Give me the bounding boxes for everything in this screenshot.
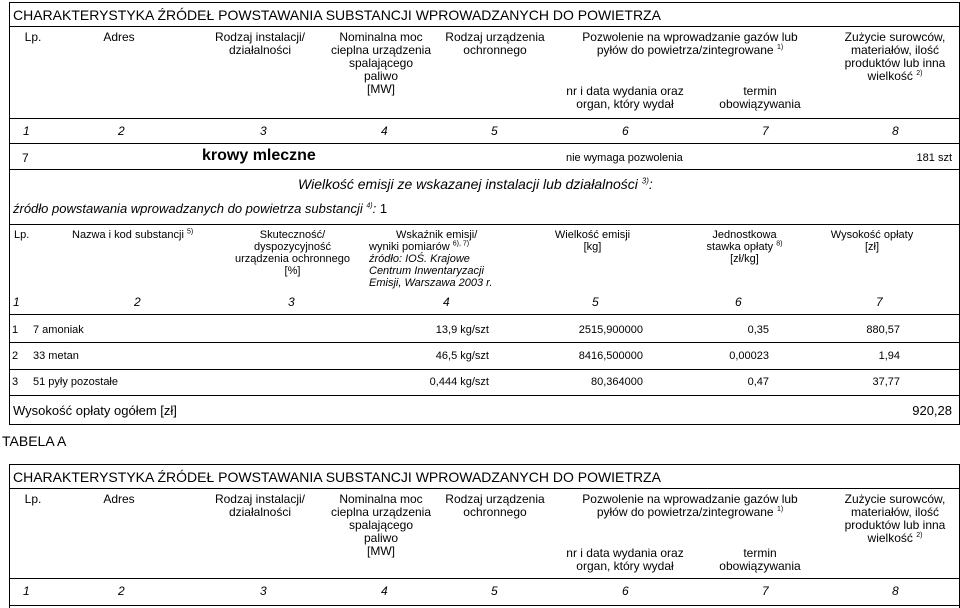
- row-rate: 0,00023: [729, 350, 769, 362]
- col-rodzaj-urzadzenia-header: Rodzaj urządzenia ochronnego: [445, 30, 545, 57]
- col-rodzaj-instalacji-header: Rodzaj instalacji/ działalności: [214, 492, 306, 519]
- row-emission: 8416,500000: [578, 350, 643, 362]
- em-col-number: 5: [592, 295, 599, 309]
- record-permit: nie wymaga pozwolenia: [566, 152, 683, 164]
- row-substance: 33 metan: [33, 350, 79, 362]
- col-number: 8: [892, 124, 899, 138]
- table1-numbers-rule: [9, 143, 960, 144]
- em-col-number: 3: [288, 295, 295, 309]
- row-emission: 80,364000: [591, 376, 643, 388]
- col-moc-header: Nominalna moc cieplna urządzenia spalającego paliwo [MW]: [330, 30, 432, 96]
- em-col-wielkosc-header: Wielkość emisji [kg]: [554, 229, 631, 253]
- row-factor: 0,444 kg/szt: [429, 376, 489, 388]
- record-name: krowy mleczne: [202, 147, 316, 164]
- col-zuzycie-header: Zużycie surowców, materiałów, ilość produktów lub inna wielkość $^{2)}$: [844, 30, 946, 83]
- col-rodzaj-instalacji-header: Rodzaj instalacji/ działalności: [214, 30, 306, 57]
- total-label: Wysokość opłaty ogółem [zł]: [13, 403, 177, 418]
- table2-title: CHARAKTERYSTYKA ŹRÓDEŁ POWSTAWANIA SUBSTANCJI WPROWADZANYCH DO POWIETRZA: [13, 469, 661, 485]
- col-number: 7: [762, 584, 769, 598]
- row-lp: 2: [12, 350, 19, 362]
- col-zuzycie-header: Zużycie surowców, materiałów, ilość produktów lub inna wielkość $^{2)}$: [844, 492, 946, 545]
- col-number: 1: [23, 584, 30, 598]
- col-adres-header: Adres: [103, 30, 135, 44]
- em-numbers-rule: [9, 314, 960, 315]
- col-termin-header: termin obowiązywania: [719, 84, 801, 111]
- col-number: 6: [622, 124, 629, 138]
- col-number: 6: [622, 584, 629, 598]
- total-value: 920,28: [912, 403, 952, 418]
- table1-header-rule: [9, 118, 960, 119]
- em-col-number: 4: [443, 295, 450, 309]
- source-label: źródło powstawania wprowadzanych do powietrza substancji $^{4)}$: 1: [13, 201, 388, 216]
- col-number: 1: [23, 124, 30, 138]
- col-nr-data-header: nr i data wydania oraz organ, który wydał: [566, 546, 684, 573]
- row-fee: 880,57: [866, 324, 900, 336]
- row-rate: 0,47: [747, 376, 769, 388]
- row-fee: 1,94: [878, 350, 900, 362]
- col-number: 7: [762, 124, 769, 138]
- col-number: 3: [260, 584, 267, 598]
- record-quantity: 181 szt: [916, 152, 952, 164]
- col-pozwolenie-header: Pozwolenie na wprowadzanie gazów lub pyłów do powietrza/zintegrowane $^{1)}$: [582, 492, 798, 519]
- col-adres-header: Adres: [103, 492, 135, 506]
- em-col-number: 6: [735, 295, 742, 309]
- row-rule: [9, 395, 960, 396]
- row-substance: 51 pyły pozostałe: [33, 376, 118, 388]
- col-number: 4: [381, 584, 388, 598]
- row-lp: 3: [12, 376, 19, 388]
- em-col-nazwa-header: Nazwa i kod substancji $^{5)}$: [72, 228, 194, 241]
- col-moc-header: Nominalna moc cieplna urządzenia spalającego paliwo [MW]: [330, 492, 432, 558]
- row-emission: 2515,900000: [578, 324, 643, 336]
- col-number: 2: [118, 584, 125, 598]
- col-nr-data-header: nr i data wydania oraz organ, który wydał: [566, 84, 684, 111]
- row-factor: 13,9 kg/szt: [435, 324, 489, 336]
- em-col-number: 7: [876, 295, 883, 309]
- row-fee: 37,77: [872, 376, 900, 388]
- col-lp-header: Lp.: [24, 492, 42, 506]
- emission-heading: Wielkość emisji ze wskazanej instalacji lub działalności $^{3)}$:: [298, 176, 653, 192]
- row-rule: [9, 369, 960, 370]
- col-pozwolenie-header: Pozwolenie na wprowadzanie gazów lub pyłów do powietrza/zintegrowane $^{1)}$: [582, 30, 798, 57]
- col-number: 4: [381, 124, 388, 138]
- row-rate: 0,35: [747, 324, 769, 336]
- record-number: 7: [22, 151, 29, 165]
- table1-title: CHARAKTERYSTYKA ŹRÓDEŁ POWSTAWANIA SUBSTANCJI WPROWADZANYCH DO POWIETRZA: [13, 7, 661, 23]
- col-number: 2: [118, 124, 125, 138]
- em-col-wskaznik-header: Wskaźnik emisji/ wyniki pomiarów $^{6), 7)}$ źródło: IOŚ. Krajowe Centrum Inwentaryzacji Emisji, Warszawa 2003 r.: [369, 229, 493, 289]
- row-rule: [9, 342, 960, 343]
- row-lp: 1: [12, 324, 19, 336]
- col-number: 3: [260, 124, 267, 138]
- row-substance: 7 amoniak: [33, 324, 84, 336]
- em-col-oplata-header: Wysokość opłaty [zł]: [830, 229, 914, 253]
- col-number: 5: [491, 124, 498, 138]
- col-lp-header: Lp.: [24, 30, 42, 44]
- em-col-skutecznosc-header: Skuteczność/ dyspozycyjność urządzenia ochronnego [%]: [235, 229, 350, 277]
- tabela-label: TABELA A: [2, 433, 67, 449]
- col-termin-header: termin obowiązywania: [719, 546, 801, 573]
- em-col-lp-header: Lp.: [14, 229, 30, 241]
- em-col-number: 2: [134, 295, 141, 309]
- col-rodzaj-urzadzenia-header: Rodzaj urządzenia ochronnego: [445, 492, 545, 519]
- col-number: 8: [892, 584, 899, 598]
- col-number: 5: [491, 584, 498, 598]
- em-col-number: 1: [13, 295, 20, 309]
- em-col-stawka-header: Jednostkowa stawka opłaty $^{8)}$ [zł/kg]: [706, 229, 783, 265]
- row-factor: 46,5 kg/szt: [435, 350, 489, 362]
